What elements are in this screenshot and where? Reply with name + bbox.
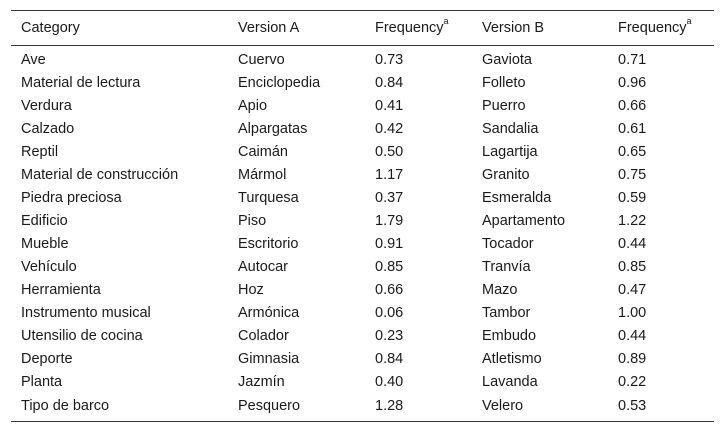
cell-category: Planta	[21, 373, 63, 390]
cell-frequency-a: 0.91	[375, 235, 404, 252]
cell-frequency-a: 0.66	[375, 281, 404, 298]
cell-frequency-a: 0.41	[375, 97, 404, 114]
cell-version-a: Armónica	[238, 304, 300, 321]
cell-category: Vehículo	[21, 258, 77, 275]
table-row	[11, 324, 714, 347]
cell-version-b: Tranvía	[482, 258, 531, 275]
cell-version-b: Mazo	[482, 281, 518, 298]
footnote-marker: a	[443, 16, 449, 27]
cell-version-b: Gaviota	[482, 51, 532, 68]
footnote-marker: a	[686, 16, 692, 27]
cell-version-a: Mármol	[238, 166, 287, 183]
header-version-a: Version A	[238, 20, 300, 36]
cell-version-b: Atletismo	[482, 350, 542, 367]
cell-frequency-a: 0.50	[375, 143, 404, 160]
cell-version-a: Enciclopedia	[238, 74, 321, 91]
cell-frequency-b: 0.61	[618, 120, 647, 137]
cell-frequency-b: 0.44	[618, 235, 647, 252]
cell-frequency-b: 0.66	[618, 97, 647, 114]
header-frequency-a: Frequency$^a$	[375, 16, 449, 36]
header-category: Category	[21, 20, 80, 36]
cell-frequency-a: 0.84	[375, 74, 404, 91]
cell-version-a: Alpargatas	[238, 120, 308, 137]
cell-frequency-b: 0.53	[618, 398, 647, 414]
cell-frequency-b: 0.85	[618, 258, 647, 275]
cell-category: Ave	[21, 51, 46, 68]
cell-version-a: Colador	[238, 327, 289, 344]
cell-frequency-b: 1.22	[618, 212, 647, 229]
cell-version-a: Hoz	[238, 281, 264, 298]
cell-version-a: Autocar	[238, 258, 288, 275]
table-container	[11, 10, 714, 422]
table-row	[11, 209, 714, 232]
cell-category: Verdura	[21, 97, 72, 114]
table-row	[11, 186, 714, 209]
table-row	[11, 232, 714, 255]
header-frequency-b: Frequency$^a$	[618, 16, 692, 36]
cell-category: Instrumento musical	[21, 304, 151, 321]
cell-frequency-a: 0.42	[375, 120, 404, 137]
cell-category: Mueble	[21, 235, 69, 252]
cell-category: Utensilio de cocina	[21, 327, 143, 344]
cell-version-b: Tocador	[482, 235, 534, 252]
cell-version-a: Apio	[238, 97, 268, 114]
table-row	[11, 71, 714, 94]
cell-frequency-a: 0.73	[375, 51, 404, 68]
cell-version-b: Folleto	[482, 74, 526, 91]
cell-version-b: Embudo	[482, 327, 537, 344]
cell-version-b: Lavanda	[482, 373, 538, 390]
table-row	[11, 117, 714, 140]
table-header-row	[11, 11, 714, 46]
cell-category: Tipo de barco	[21, 398, 110, 414]
table-row	[11, 301, 714, 324]
cell-frequency-b: 0.59	[618, 189, 647, 206]
table-row	[11, 393, 714, 422]
cell-version-a: Cuervo	[238, 51, 285, 68]
cell-version-a: Piso	[238, 212, 267, 229]
cell-version-a: Escritorio	[238, 235, 299, 252]
cell-category: Piedra preciosa	[21, 189, 122, 206]
cell-frequency-a: 0.84	[375, 350, 404, 367]
cell-frequency-b: 0.65	[618, 143, 647, 160]
cell-frequency-b: 0.89	[618, 350, 647, 367]
cell-category: Deporte	[21, 350, 73, 367]
cell-frequency-a: 1.28	[375, 398, 404, 414]
cell-category: Reptil	[21, 143, 59, 160]
cell-category: Herramienta	[21, 281, 101, 298]
table-row	[11, 163, 714, 186]
cell-frequency-b: 0.22	[618, 373, 647, 390]
cell-category: Edificio	[21, 212, 68, 229]
cell-frequency-b: 0.71	[618, 51, 647, 68]
cell-frequency-a: 0.37	[375, 189, 404, 206]
cell-version-b: Granito	[482, 166, 530, 183]
cell-frequency-a: 0.06	[375, 304, 404, 321]
cell-version-a: Jazmín	[238, 373, 285, 390]
cell-frequency-a: 0.40	[375, 373, 404, 390]
cell-frequency-b: 0.96	[618, 74, 647, 91]
cell-frequency-a: 0.23	[375, 327, 404, 344]
header-version-b: Version B	[482, 20, 545, 36]
cell-version-a: Caimán	[238, 143, 288, 160]
cell-version-b: Esmeralda	[482, 189, 552, 206]
cell-category: Calzado	[21, 120, 75, 137]
cell-frequency-a: 1.17	[375, 166, 404, 183]
table-row	[11, 94, 714, 117]
cell-version-a: Turquesa	[238, 189, 299, 206]
cell-frequency-b: 0.47	[618, 281, 647, 298]
cell-version-a: Pesquero	[238, 398, 301, 414]
cell-frequency-b: 0.75	[618, 166, 647, 183]
cell-category: Material de lectura	[21, 74, 141, 91]
table-body	[11, 46, 714, 422]
table-row	[11, 46, 714, 72]
cell-frequency-b: 1.00	[618, 304, 647, 321]
cell-version-b: Tambor	[482, 304, 531, 321]
cell-version-b: Apartamento	[482, 212, 566, 229]
cell-version-b: Puerro	[482, 97, 526, 114]
cell-category: Material de construcción	[21, 166, 179, 183]
cell-version-b: Sandalia	[482, 120, 539, 137]
table-row	[11, 347, 714, 370]
table-row	[11, 370, 714, 393]
cell-version-b: Velero	[482, 398, 524, 414]
word-frequency-table	[11, 10, 714, 422]
table-row	[11, 278, 714, 301]
cell-frequency-a: 1.79	[375, 212, 404, 229]
table-row	[11, 255, 714, 278]
cell-version-a: Gimnasia	[238, 350, 300, 367]
cell-version-b: Lagartija	[482, 143, 538, 160]
table-row	[11, 140, 714, 163]
cell-frequency-a: 0.85	[375, 258, 404, 275]
cell-frequency-b: 0.44	[618, 327, 647, 344]
